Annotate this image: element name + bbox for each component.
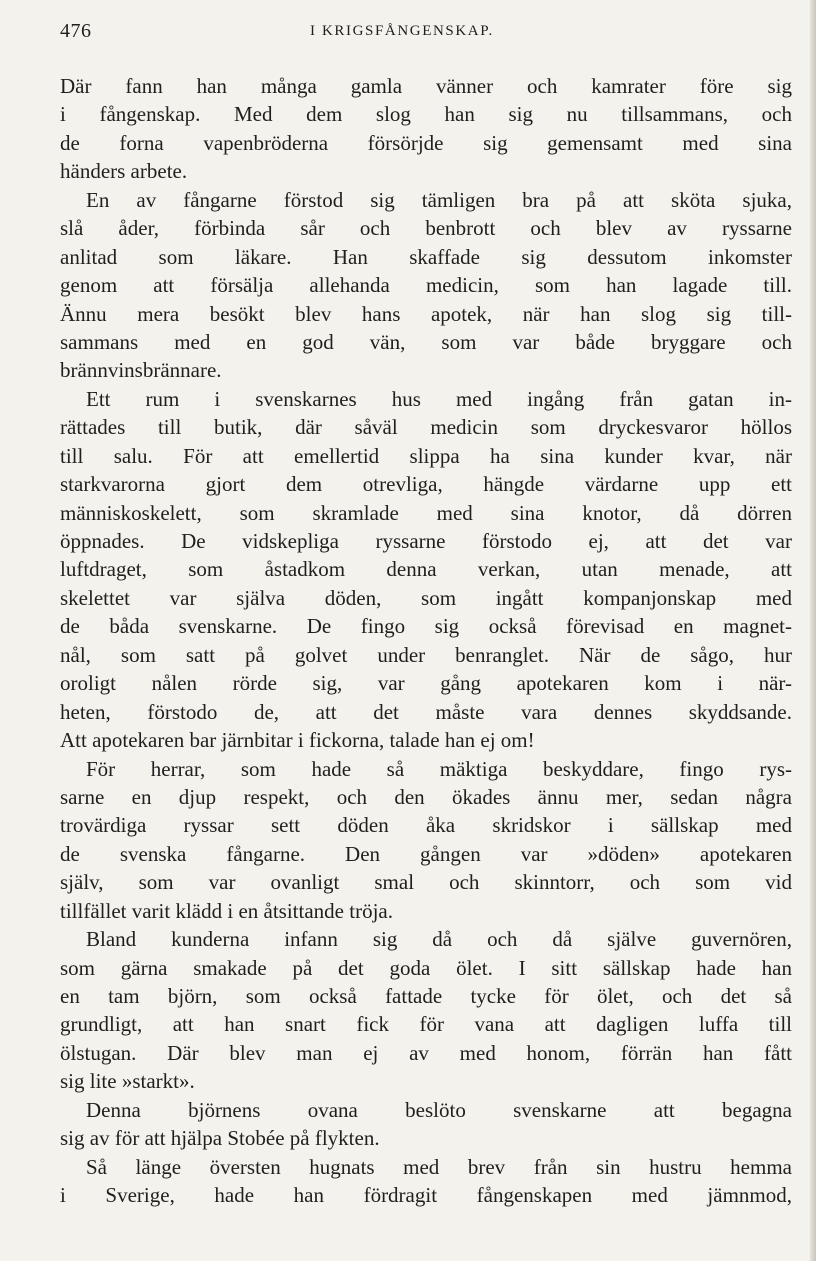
- text-line: Ännu mera besökt blev hans apotek, när han slog sig till-: [60, 301, 792, 326]
- text-line: sig lite »starkt».: [60, 1069, 195, 1094]
- text-line: sig av för att hjälpa Stobée på flykten.: [60, 1126, 380, 1151]
- text-line: Där fann han många gamla vänner och kamrater före sig: [60, 74, 792, 98]
- text-line: till salu. För att emellertid slippa ha sina kunder kvar, när: [60, 443, 792, 468]
- page-number: 476: [60, 20, 92, 42]
- page-header: [60, 20, 800, 46]
- text-line: starkvarorna gjort dem otrevliga, hängde värdarne upp ett: [60, 472, 792, 497]
- text-line: Att apotekaren bar järnbitar i fickorna, talade han ej om!: [60, 728, 535, 753]
- text-line: oroligt nålen rörde sig, var gång apotekaren kom i när-: [60, 671, 792, 696]
- text-line: som gärna smakade på det goda ölet. I sitt sällskap hade han: [60, 955, 792, 980]
- text-line: sammans med en god vän, som var både bryggare och: [60, 329, 792, 354]
- text-line: öppnades. De vidskepliga ryssarne förstodo ej, att det var: [60, 529, 792, 553]
- text-line: de båda svenskarne. De fingo sig också förevisad en magnet-: [60, 614, 792, 639]
- text-line: Ett rum i svenskarnes hus med ingång från gatan in-: [86, 386, 792, 411]
- text-line: nål, som satt på golvet under benranglet. När de sågo, hur: [60, 642, 792, 667]
- text-line: själv, som var ovanligt smal och skinntorr, och som vid: [60, 870, 792, 895]
- text-line: trovärdiga ryssar sett döden åka skridskor i sällskap med: [60, 813, 792, 838]
- text-line: En av fångarne förstod sig tämligen bra på att sköta sjuka,: [86, 187, 792, 212]
- text-line: heten, förstodo de, att det måste vara dennes skyddsande.: [60, 699, 792, 724]
- text-line: brännvinsbrännare.: [60, 358, 222, 383]
- page-edge: [810, 0, 816, 1261]
- text-line: en tam björn, som också fattade tycke för ölet, och det så: [60, 984, 792, 1008]
- text-line: skelettet var själva döden, som ingått kompanjonskap med: [60, 585, 792, 610]
- text-line: Så länge översten hugnats med brev från sin hustru hemma: [86, 1154, 792, 1179]
- text-line: Denna björnens ovana beslöto svenskarne att begagna: [86, 1097, 792, 1122]
- text-line: luftdraget, som åstadkom denna verkan, utan menade, att: [60, 557, 792, 582]
- text-line: i fångenskap. Med dem slog han sig nu tillsammans, och: [60, 102, 792, 127]
- text-line: Bland kunderna infann sig då och då själve guvernören,: [86, 927, 792, 952]
- text-line: ölstugan. Där blev man ej av med honom, förrän han fått: [60, 1040, 792, 1065]
- text-line: För herrar, som hade så mäktiga beskyddare, fingo rys-: [86, 756, 792, 781]
- text-line: de svenska fångarne. Den gången var »döden» apotekaren: [60, 841, 792, 866]
- text-line: i Sverige, hade han fördragit fångenskapen med jämnmod,: [60, 1183, 792, 1208]
- text-line: slå åder, förbinda sår och benbrott och blev av ryssarne: [60, 216, 792, 241]
- text-line: grundligt, att han snart fick för vana att dagligen luffa till: [60, 1012, 792, 1037]
- text-line: anlitad som läkare. Han skaffade sig dessutom inkomster: [60, 244, 792, 269]
- text-line: tillfället varit klädd i en åtsittande tröja.: [60, 898, 393, 923]
- text-line: rättades till butik, där såväl medicin som dryckesvaror höllos: [60, 415, 792, 440]
- text-line: händers arbete.: [60, 159, 188, 184]
- body-text: [60, 72, 792, 1210]
- running-title: I KRIGSFÅNGENSKAP.: [310, 23, 494, 39]
- text-line: de forna vapenbröderna försörjde sig gemensamt med sina: [60, 130, 792, 155]
- text-line: människoskelett, som skramlade med sina knotor, då dörren: [60, 500, 792, 525]
- text-line: sarne en djup respekt, och den ökades ännu mer, sedan några: [60, 784, 792, 809]
- text-line: genom att försälja allehanda medicin, som han lagade till.: [60, 273, 792, 298]
